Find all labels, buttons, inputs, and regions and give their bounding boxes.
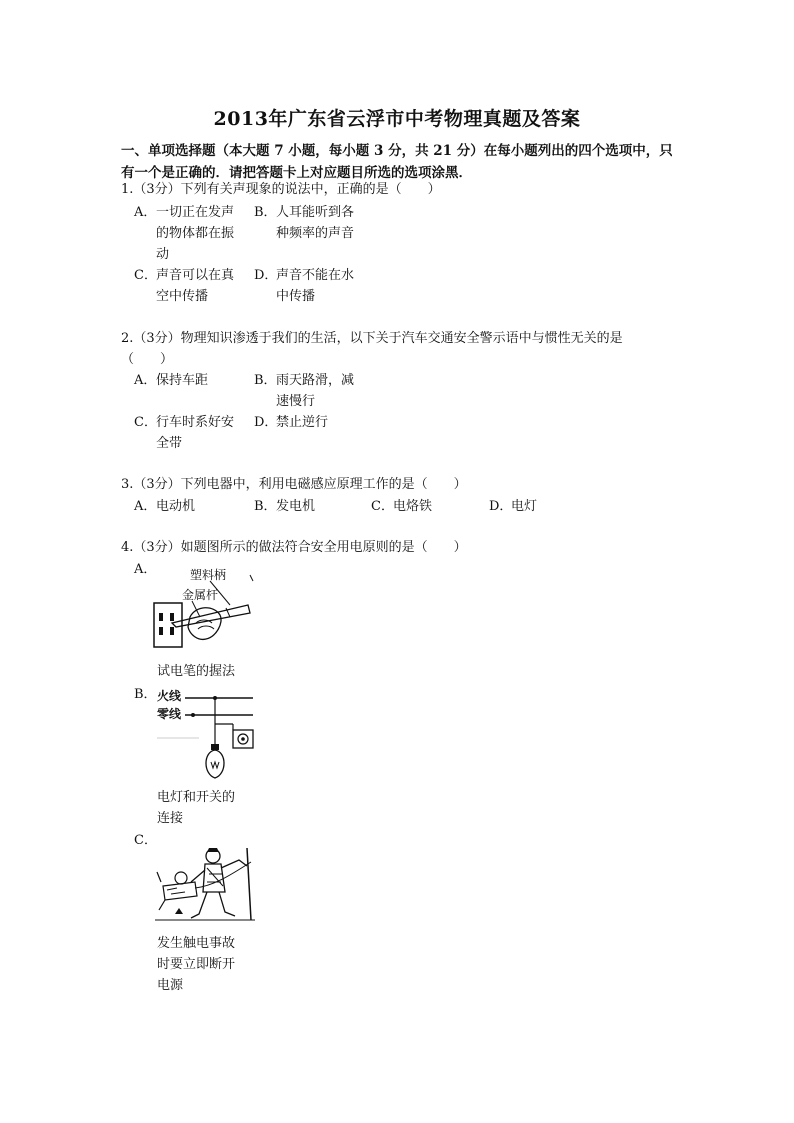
option-letter: C． bbox=[371, 499, 394, 514]
question-3-option-b bbox=[254, 496, 315, 517]
option-text: 发电机 bbox=[276, 499, 316, 514]
rescuer-arm bbox=[191, 870, 205, 882]
switch-center bbox=[241, 737, 245, 741]
caption-line: 连接 bbox=[157, 811, 184, 826]
option-c-caption bbox=[157, 933, 247, 996]
rod-label: 金属杆 bbox=[182, 588, 219, 602]
option-letter: A． bbox=[134, 373, 157, 388]
option-text-line: 雨天路滑，减 bbox=[276, 373, 355, 388]
question-4-option-b-letter: B． bbox=[134, 687, 157, 702]
question-2-option-b bbox=[254, 370, 354, 412]
option-letter: A． bbox=[134, 499, 157, 514]
section-instructions bbox=[121, 140, 681, 184]
question-2-option-c bbox=[134, 412, 234, 454]
question-4-option-a-letter: A． bbox=[134, 562, 157, 577]
question-2-stem bbox=[121, 328, 681, 370]
section-line-2: 有一个是正确的．请把答题卡上对应题目所选的选项涂黑． bbox=[121, 165, 472, 181]
option-text-line: 一切正在发声 bbox=[156, 205, 235, 220]
option-text-line: 空中传播 bbox=[156, 289, 209, 304]
option-text-line: 速慢行 bbox=[276, 394, 316, 409]
lamp-base bbox=[211, 744, 219, 750]
option-text-line: 声音可以在真 bbox=[156, 268, 235, 283]
question-1-option-c bbox=[134, 265, 234, 307]
option-b-caption bbox=[157, 787, 247, 829]
option-a-caption: 试电笔的握法 bbox=[157, 664, 236, 679]
option-letter: D． bbox=[254, 415, 278, 430]
question-1-option-a bbox=[134, 202, 234, 265]
question-4-option-c-letter: C． bbox=[134, 833, 157, 848]
question-2-option-a bbox=[134, 370, 208, 391]
victim-pattern bbox=[167, 888, 185, 894]
question-1-option-b bbox=[254, 202, 354, 244]
option-text: 电灯 bbox=[511, 499, 538, 514]
socket-hole bbox=[159, 627, 163, 635]
option-text: 电烙铁 bbox=[393, 499, 433, 514]
page-title: 2013年广东省云浮市中考物理真题及答案 bbox=[213, 108, 581, 130]
test-pen-grip-figure bbox=[150, 565, 254, 655]
question-1-stem: 1.（3分）下列有关声现象的说法中，正确的是（ ） bbox=[121, 182, 441, 197]
lamp-filament bbox=[211, 762, 219, 768]
question-4-stem: 4.（3分）如题图所示的做法符合安全用电原则的是（ ） bbox=[121, 540, 467, 555]
caption-line: 电灯和开关的 bbox=[157, 790, 236, 805]
socket-hole bbox=[170, 613, 174, 621]
option-letter: A． bbox=[134, 205, 157, 220]
option-letter: C． bbox=[134, 268, 157, 283]
option-letter: B． bbox=[254, 205, 277, 220]
live-wire-label: 火线 bbox=[157, 689, 182, 703]
option-text-line: 种频率的声音 bbox=[276, 226, 355, 241]
stem-line: （ ） bbox=[121, 352, 174, 367]
caption-line: 时要立即断开 bbox=[157, 957, 236, 972]
electric-shock-rescue-figure bbox=[155, 842, 255, 924]
option-text-line: 的物体都在振 bbox=[156, 226, 235, 241]
caption-line: 发生触电事故 bbox=[157, 936, 236, 951]
socket-hole bbox=[170, 627, 174, 635]
option-text-line: 行车时系好安 bbox=[156, 415, 235, 430]
victim-head bbox=[175, 872, 187, 884]
question-3-option-d bbox=[489, 496, 537, 517]
option-letter: C． bbox=[134, 415, 157, 430]
option-text-line: 动 bbox=[156, 247, 170, 262]
rescuer-pattern bbox=[207, 868, 223, 886]
question-2-option-d bbox=[254, 412, 328, 433]
question-3-option-c bbox=[371, 496, 432, 517]
question-3-stem: 3.（3分）下列电器中，利用电磁感应原理工作的是（ ） bbox=[121, 477, 467, 492]
socket-outline bbox=[154, 603, 182, 647]
finger-line bbox=[198, 626, 214, 629]
option-letter: D． bbox=[489, 499, 513, 514]
rescuer-hair bbox=[207, 848, 219, 852]
option-letter: D． bbox=[254, 268, 278, 283]
pole bbox=[247, 848, 251, 920]
socket-hole bbox=[159, 613, 163, 621]
rescuer-legs bbox=[191, 892, 235, 918]
option-text-line: 保持车距 bbox=[156, 373, 209, 388]
option-text-line: 中传播 bbox=[276, 289, 316, 304]
ground-shade bbox=[175, 908, 183, 914]
handle-label: 塑料柄 bbox=[190, 568, 227, 582]
stem-line: 2.（3分）物理知识渗透于我们的生活，以下关于汽车交通安全警示语中与惯性无关的是 bbox=[121, 331, 623, 346]
caption-line: 电源 bbox=[157, 978, 184, 993]
lamp-bulb bbox=[206, 750, 224, 778]
option-text-line: 声音不能在水 bbox=[276, 268, 355, 283]
option-letter: B． bbox=[254, 373, 277, 388]
section-line-1: 一、单项选择题（本大题 7 小题，每小题 3 分，共 21 分）在每小题列出的四个选项中，只 bbox=[121, 143, 673, 159]
edge-mark bbox=[250, 575, 253, 581]
lamp-switch-circuit-figure bbox=[155, 686, 255, 786]
question-1-option-d bbox=[254, 265, 354, 307]
option-text-line: 人耳能听到各 bbox=[276, 205, 355, 220]
option-text-line: 禁止逆行 bbox=[276, 415, 329, 430]
question-3-option-a bbox=[134, 496, 195, 517]
option-letter: B． bbox=[254, 499, 277, 514]
option-text: 电动机 bbox=[156, 499, 196, 514]
neutral-wire-label: 零线 bbox=[157, 707, 182, 721]
option-text-line: 全带 bbox=[156, 436, 183, 451]
victim-body bbox=[163, 882, 197, 900]
